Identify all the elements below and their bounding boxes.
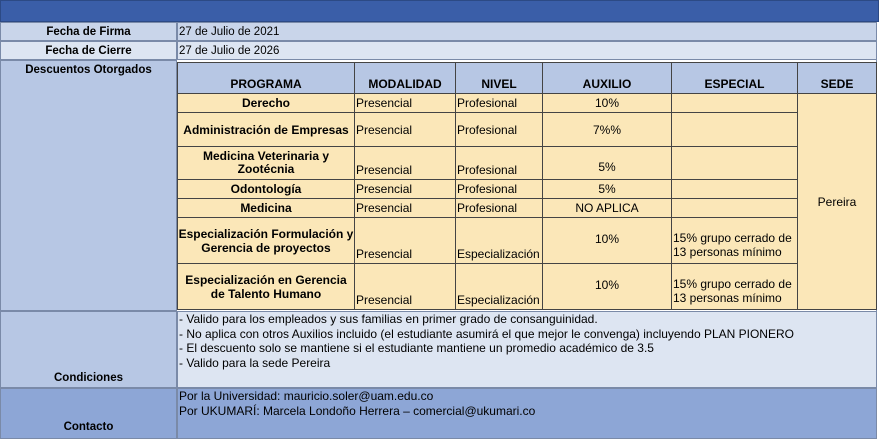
contacto-ukumari: Por UKUMARÍ: Marcela Londoño Herrera – comercial@ukumari.co: [179, 403, 536, 418]
header-sede: SEDE: [797, 62, 877, 94]
row-3-nivel: Profesional: [455, 146, 543, 180]
condicion-item: - El descuento solo se mantiene si el estudiante mantiene un promedio académico de 3.5: [179, 341, 654, 355]
row-3-especial: [671, 146, 798, 180]
sede-cell: Pereira: [797, 93, 877, 310]
row-3-auxilio: 5%: [542, 146, 672, 180]
condicion-item: - Valido para los empleados y sus familias en primer grado de consanguinidad.: [179, 312, 598, 326]
row-3-modalidad: Presencial: [354, 146, 456, 180]
row-7-modalidad: Presencial: [354, 263, 456, 310]
row-1-auxilio: 10%: [542, 93, 672, 113]
row-6-modalidad: Presencial: [354, 217, 456, 264]
row-7-especial: 15% grupo cerrado de 13 personas mínimo: [671, 263, 798, 310]
header-programa: PROGRAMA: [177, 62, 355, 94]
row-6-programa: Especialización Formulación y Gerencia de proyectos: [177, 217, 355, 264]
row-7-nivel: Especialización: [455, 263, 543, 310]
header-auxilio: AUXILIO: [542, 62, 672, 94]
fecha-firma-label: Fecha de Firma: [0, 22, 177, 41]
fecha-cierre-value: 27 de Julio de 2026: [177, 41, 877, 60]
row-4-especial: [671, 179, 798, 199]
condiciones-list: [177, 311, 877, 388]
header-modalidad: MODALIDAD: [354, 62, 456, 94]
condicion-item: - No aplica con otros Auxilios incluido (el estudiante asumirá el que mejor le convenga) incluyendo PLAN PIONERO: [179, 326, 794, 341]
row-4-nivel: Profesional: [455, 179, 543, 199]
row-2-programa: Administración de Empresas: [177, 112, 355, 147]
row-5-especial: [671, 198, 798, 218]
condicion-item: - Valido para la sede Pereira: [179, 355, 331, 370]
row-2-especial: [671, 112, 798, 147]
row-5-nivel: Profesional: [455, 198, 543, 218]
row-6-especial: 15% grupo cerrado de 13 personas mínimo: [671, 217, 798, 264]
row-2-auxilio: 7%%: [542, 112, 672, 147]
row-4-modalidad: Presencial: [354, 179, 456, 199]
row-1-programa: Derecho: [177, 93, 355, 113]
fecha-firma-value: 27 de Julio de 2021: [177, 22, 877, 41]
header-nivel: NIVEL: [455, 62, 543, 94]
contacto-list: [177, 388, 877, 439]
fecha-cierre-label: Fecha de Cierre: [0, 41, 177, 60]
descuentos-table: [177, 60, 877, 311]
descuentos-label: Descuentos Otorgados: [0, 60, 177, 311]
row-1-nivel: Profesional: [455, 93, 543, 113]
row-3-programa: Medicina Veterinaria y Zootécnia: [177, 146, 355, 180]
condiciones-label: Condiciones: [0, 311, 177, 388]
row-7-programa: Especialización en Gerencia de Talento Humano: [177, 263, 355, 310]
header-band: [0, 0, 879, 22]
contacto-label: Contacto: [0, 388, 177, 439]
row-7-auxilio: 10%: [542, 263, 672, 310]
row-2-modalidad: Presencial: [354, 112, 456, 147]
row-6-auxilio: 10%: [542, 217, 672, 264]
contacto-universidad: Por la Universidad: mauricio.soler@uam.edu.co: [179, 389, 434, 403]
row-2-nivel: Profesional: [455, 112, 543, 147]
row-5-modalidad: Presencial: [354, 198, 456, 218]
row-6-nivel: Especialización: [455, 217, 543, 264]
row-4-programa: Odontología: [177, 179, 355, 199]
row-1-modalidad: Presencial: [354, 93, 456, 113]
row-5-auxilio: NO APLICA: [542, 198, 672, 218]
row-5-programa: Medicina: [177, 198, 355, 218]
row-4-auxilio: 5%: [542, 179, 672, 199]
row-1-especial: [671, 93, 798, 113]
header-especial: ESPECIAL: [671, 62, 798, 94]
